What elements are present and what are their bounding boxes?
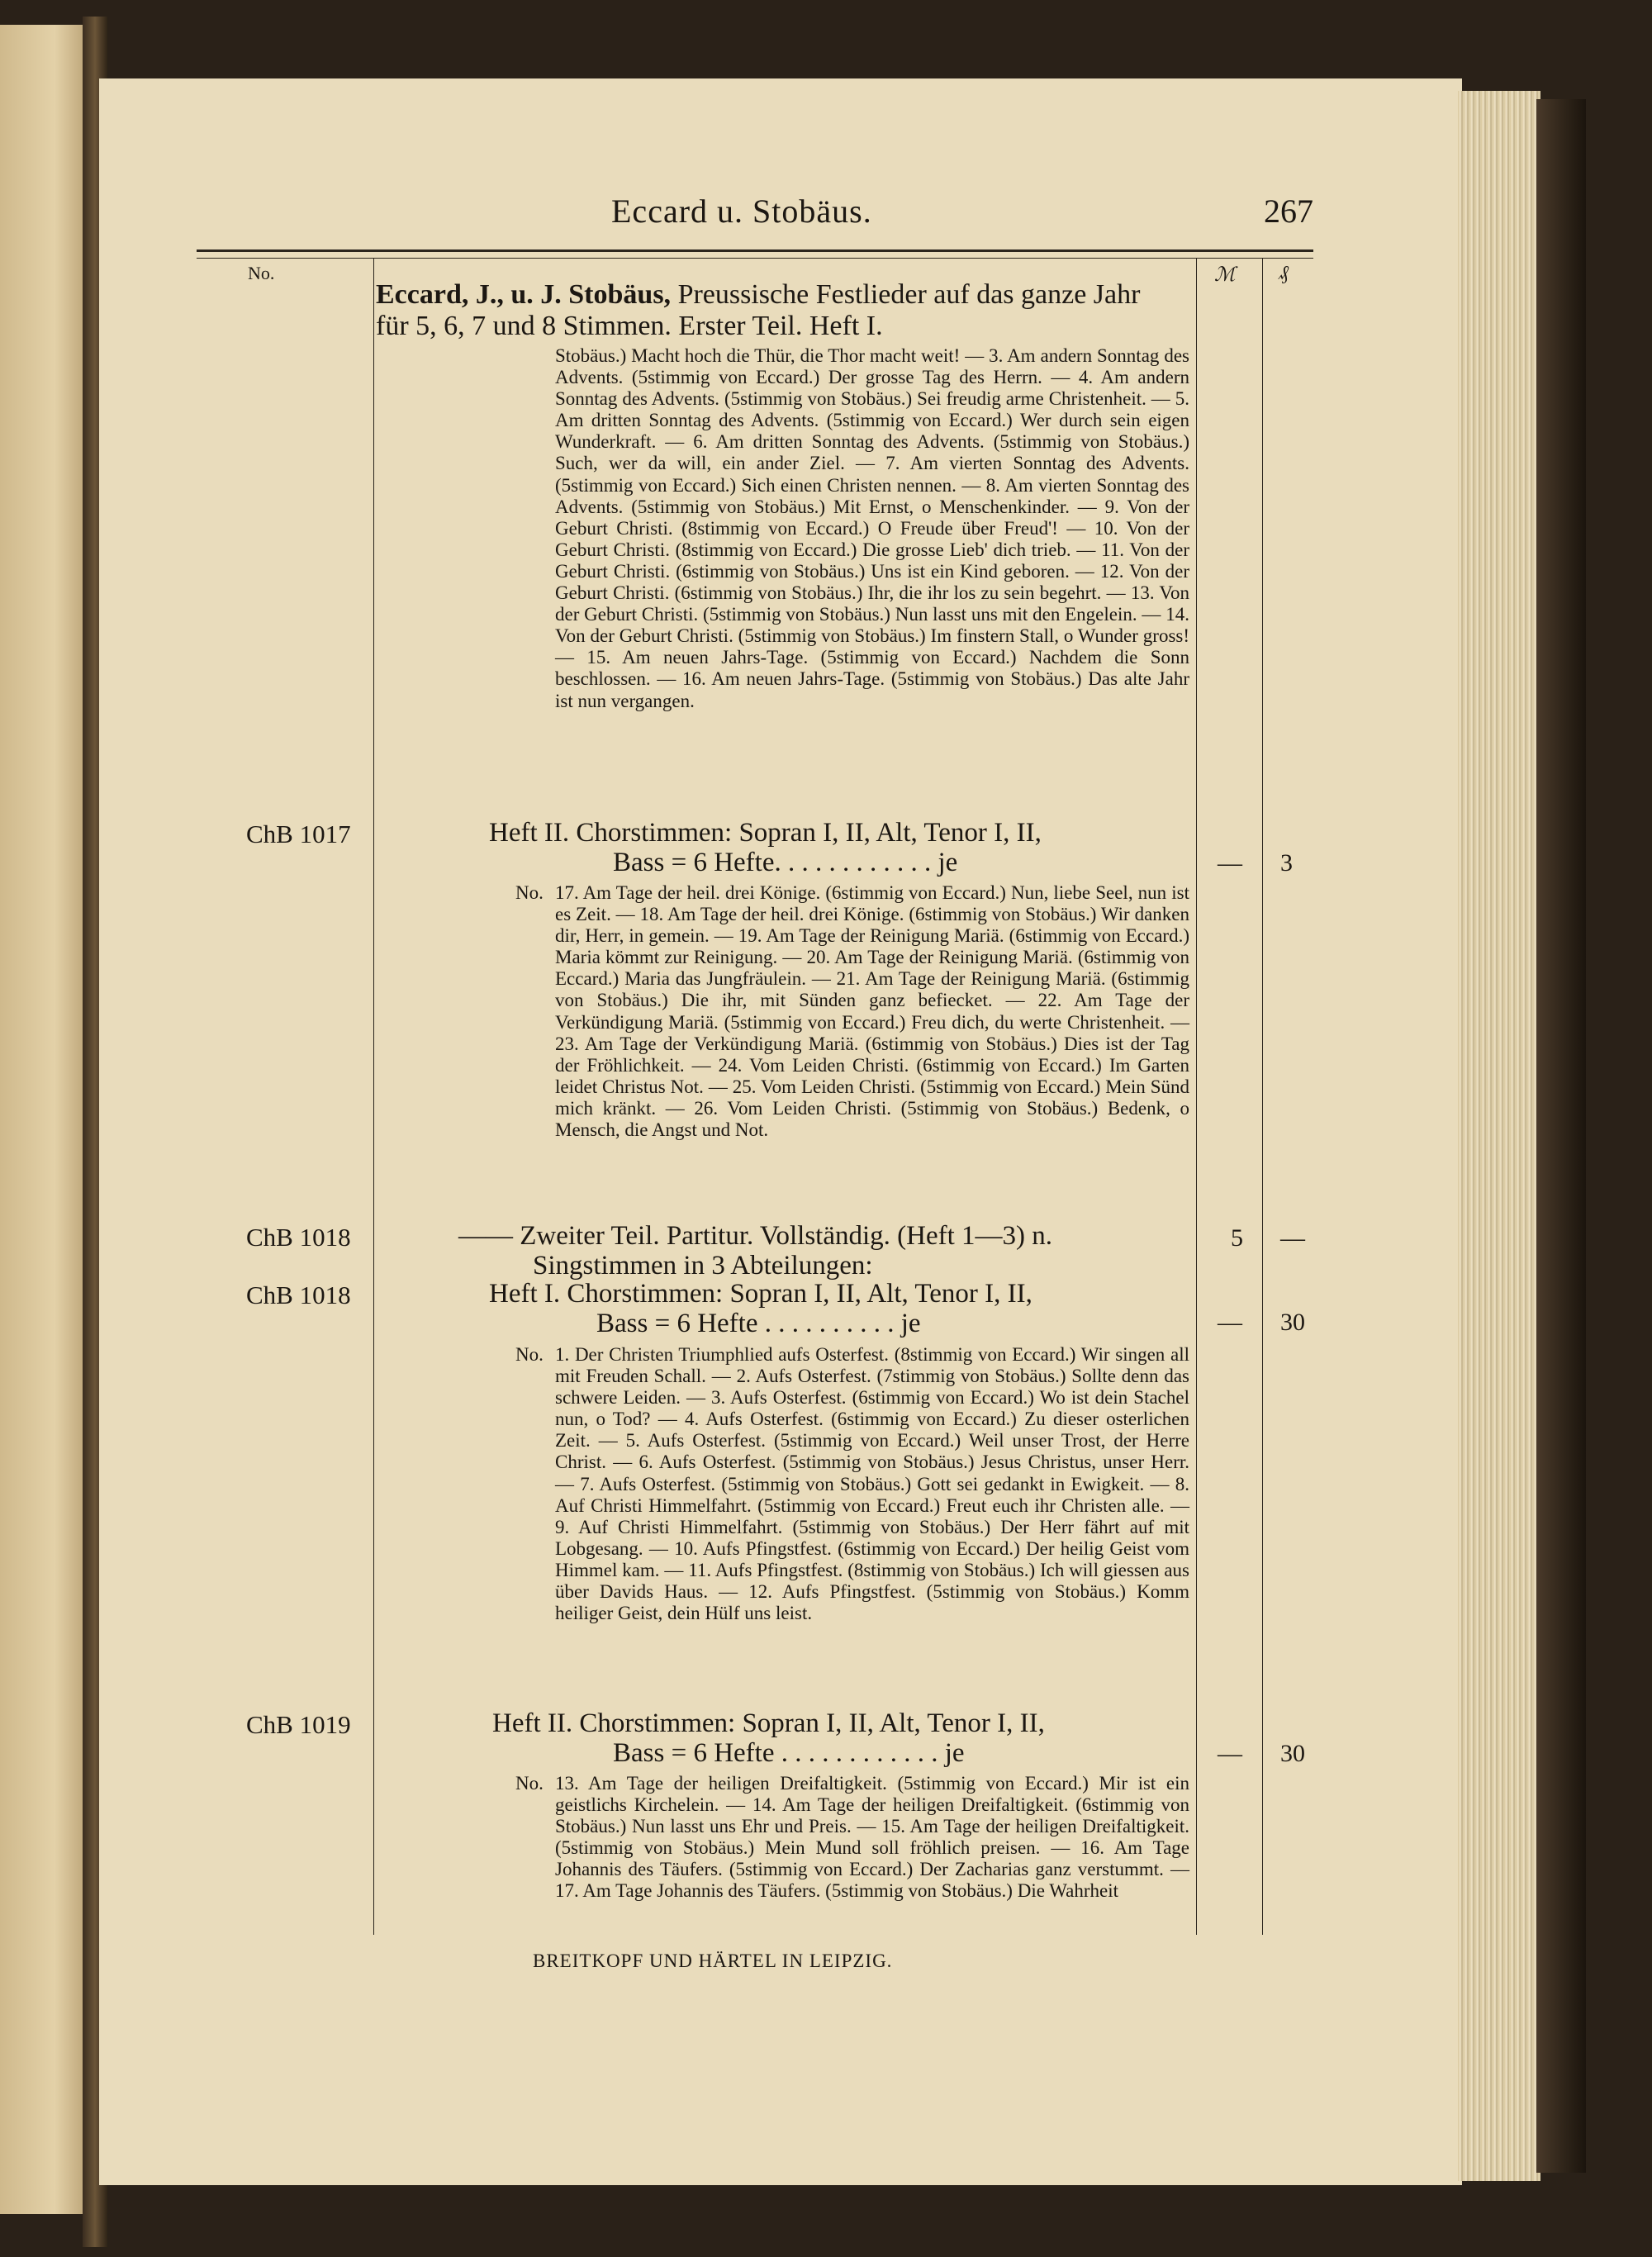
column-rule-left [373, 258, 374, 1935]
entry-heading: Heft II. Chorstimmen: Sopran I, II, Alt, Tenor I, II, [489, 818, 1042, 848]
left-page-edge [0, 25, 91, 2214]
catalog-number: ChB 1018 [246, 1223, 351, 1252]
entry-heading-line2: Bass = 6 Hefte . . . . . . . . . . . . je [613, 1738, 965, 1768]
title-text: Preussische Festlieder auf das ganze Jahr für 5, 6, 7 und 8 Stimmen. Erster Teil. Heft I. [376, 279, 1141, 341]
price-pfennig: 30 [1280, 1309, 1305, 1336]
page-edges [1458, 91, 1540, 2181]
price-mark: — [1218, 1740, 1242, 1767]
column-header-pfennig: ₰ [1279, 263, 1289, 284]
publisher-footer: BREITKOPF UND HÄRTEL IN LEIPZIG. [533, 1951, 893, 1971]
entry-heading-line2: Bass = 6 Hefte . . . . . . . . . . je [596, 1309, 921, 1338]
price-pfennig: 30 [1280, 1740, 1305, 1767]
header-rule [197, 249, 1313, 252]
heft1-contents: Stobäus.) Macht hoch die Thür, die Thor macht weit! — 3. Am andern Sonntag des Advents. (5stimmig von Eccard.) Der grosse Tag des Herrn. — 4. Am andern Sonntag des Advents. (5stimmig von Stobäus.) Sei freudig arme Christenheit. — 5. Am dritten Sonntag des Advents. (5stimmig von Eccard.) Wer durch sein eigen Wunderkraft. — 6. Am dritten Sonntag des Advents. (5stimmig von Stobäus.) Such, wer da will, ein ander Ziel. — 7. Am vierten Sonntag des Advents. (5stimmig von Eccard.) Sich einen Christen nennen. — 8. Am vierten Sonntag des Advents. (5stimmig von Stobäus.) Mit Ernst, o Menschenkinder. — 9. Von der Geburt Christi. (8stimmig von Eccard.) O Freude über Freud'! — 10. Von der Geburt Christi. (8stimmig von Eccard.) Die grosse Lieb' dich trieb. — 11. Von der Geburt Christi. (6stimmig von Stobäus.) Uns ist ein Kind geboren. — 12. Von der Geburt Christi. (6stimmig von Stobäus.) Ihr, die ihr los zu sein begehrt. — 13. Von der Geburt Christi. (5stimmig von Stobäus.) Nun lasst uns mit den Engelein. — 14. Von der Geburt Christi. (5stimmig von Stobäus.) Im finstern Stall, o Wunder gross! — 15. Am neuen Jahrs-Tage. (5stimmig von Eccard.) Nachdem die Sonn beschlossen. — 16. Am neuen Jahrs-Tage. (5stimmig von Stobäus.) Das alte Jahr ist nun vergangen. [555, 345, 1189, 711]
entry-heading: Heft II. Chorstimmen: Sopran I, II, Alt, Tenor I, II, [492, 1708, 1045, 1738]
entry-heading-line2: Singstimmen in 3 Abteilungen: [533, 1251, 873, 1281]
contents-label: No. [515, 1773, 544, 1794]
catalog-number: ChB 1019 [246, 1710, 351, 1739]
column-rule-mark [1196, 258, 1197, 1935]
contents-label: No. [515, 1344, 544, 1365]
entry-heading: —— Zweiter Teil. Partitur. Vollständig. (Heft 1—3) n. [458, 1221, 1053, 1251]
page-number: 267 [1264, 192, 1313, 230]
price-mark: — [1218, 1309, 1242, 1336]
price-mark: 5 [1231, 1224, 1243, 1252]
entry-heading-line2: Bass = 6 Hefte. . . . . . . . . . . . je [613, 848, 958, 877]
title-author: Eccard, J., u. J. Stobäus, [376, 279, 672, 310]
column-rule-pf [1262, 258, 1263, 1935]
entry-contents: 13. Am Tage der heiligen Dreifaltigkeit. (5stimmig von Eccard.) Mir ist ein geistlichs Kirchelein. — 14. Am Tage der heiligen Dreifaltigkeit. (6stimmig von Stobäus.) Nun lasst uns Ehr und Preis. — 15. Am Tage der heiligen Dreifaltigkeit. (5stimmig von Stobäus.) Mein Mund soll fröhlich preisen. — 16. Am Tage Johannis des Täufers. (5stimmig von Eccard.) Der Zacharias ganz verstummt. — 17. Am Tage Johannis des Täufers. (5stimmig von Stobäus.) Die Wahrheit [555, 1773, 1189, 1902]
running-head: Eccard u. Stobäus. [611, 192, 872, 230]
catalog-number: ChB 1017 [246, 820, 351, 848]
contents-label: No. [515, 882, 544, 903]
entry-title [376, 279, 1177, 342]
header-rule-thin [197, 258, 1313, 259]
catalog-number: ChB 1018 [246, 1281, 351, 1309]
book-cover [1536, 99, 1586, 2173]
column-header-mark: ℳ [1214, 264, 1236, 286]
column-header-no: No. [248, 263, 275, 283]
entry-contents: 17. Am Tage der heil. drei Könige. (6stimmig von Eccard.) Nun, liebe Seel, nun ist es Zeit. — 18. Am Tage der heil. drei Könige. (6stimmig von Stobäus.) Wir danken dir, Herr, in gemein. — 19. Am Tage der Reinigung Mariä. (6stimmig von Eccard.) Maria kömmt zur Reinigung. — 20. Am Tage der Reinigung Mariä. (6stimmig von Eccard.) Maria das Jungfräulein. — 21. Am Tage der Reinigung Mariä. (6stimmig von Stobäus.) Die ihr, mit Sünden ganz befiecket. — 22. Am Tage der Verkündigung Mariä. (5stimmig von Eccard.) Freu dich, du werte Christenheit. — 23. Am Tage der Verkündigung Mariä. (6stimmig von Stobäus.) Dies ist der Tag der Fröhlichkeit. — 24. Vom Leiden Christi. (6stimmig von Eccard.) Im Garten leidet Christus Not. — 25. Vom Leiden Christi. (5stimmig von Eccard.) Mein Sünd mich kränkt. — 26. Vom Leiden Christi. (5stimmig von Stobäus.) Bedenk, o Mensch, die Angst und Not. [555, 882, 1189, 1141]
entry-heading: Heft I. Chorstimmen: Sopran I, II, Alt, Tenor I, II, [489, 1279, 1032, 1309]
price-pfennig: — [1280, 1224, 1305, 1252]
price-pfennig: 3 [1280, 849, 1293, 877]
price-mark: — [1218, 849, 1242, 877]
entry-contents: 1. Der Christen Triumphlied aufs Osterfest. (8stimmig von Eccard.) Wir singen all mit Freuden Schall. — 2. Aufs Osterfest. (7stimmig von Stobäus.) Sollte denn das schwere Leiden. — 3. Aufs Osterfest. (6stimmig von Eccard.) Wo ist dein Stachel nun, o Tod? — 4. Aufs Osterfest. (6stimmig von Eccard.) Zu dieser osterlichen Zeit. — 5. Aufs Osterfest. (5stimmig von Eccard.) Weil unser Trost, der Herre Christ. — 6. Aufs Osterfest. (5stimmig von Stobäus.) Jesus Christus, unser Herr. — 7. Aufs Osterfest. (5stimmig von Stobäus.) Gott sei gedankt in Ewigkeit. — 8. Auf Christi Himmelfahrt. (5stimmig von Eccard.) Freut euch ihr Christen alle. — 9. Auf Christi Himmelfahrt. (5stimmig von Stobäus.) Der Herr fährt auf mit Lobgesang. — 10. Aufs Pfingstfest. (6stimmig von Eccard.) Der heilig Geist vom Himmel kam. — 11. Aufs Pfingstfest. (8stimmig von Stobäus.) Ich will giessen aus über Davids Haus. — 12. Aufs Pfingstfest. (5stimmig von Stobäus.) Komm heiliger Geist, dein Hülf uns leist. [555, 1344, 1189, 1624]
